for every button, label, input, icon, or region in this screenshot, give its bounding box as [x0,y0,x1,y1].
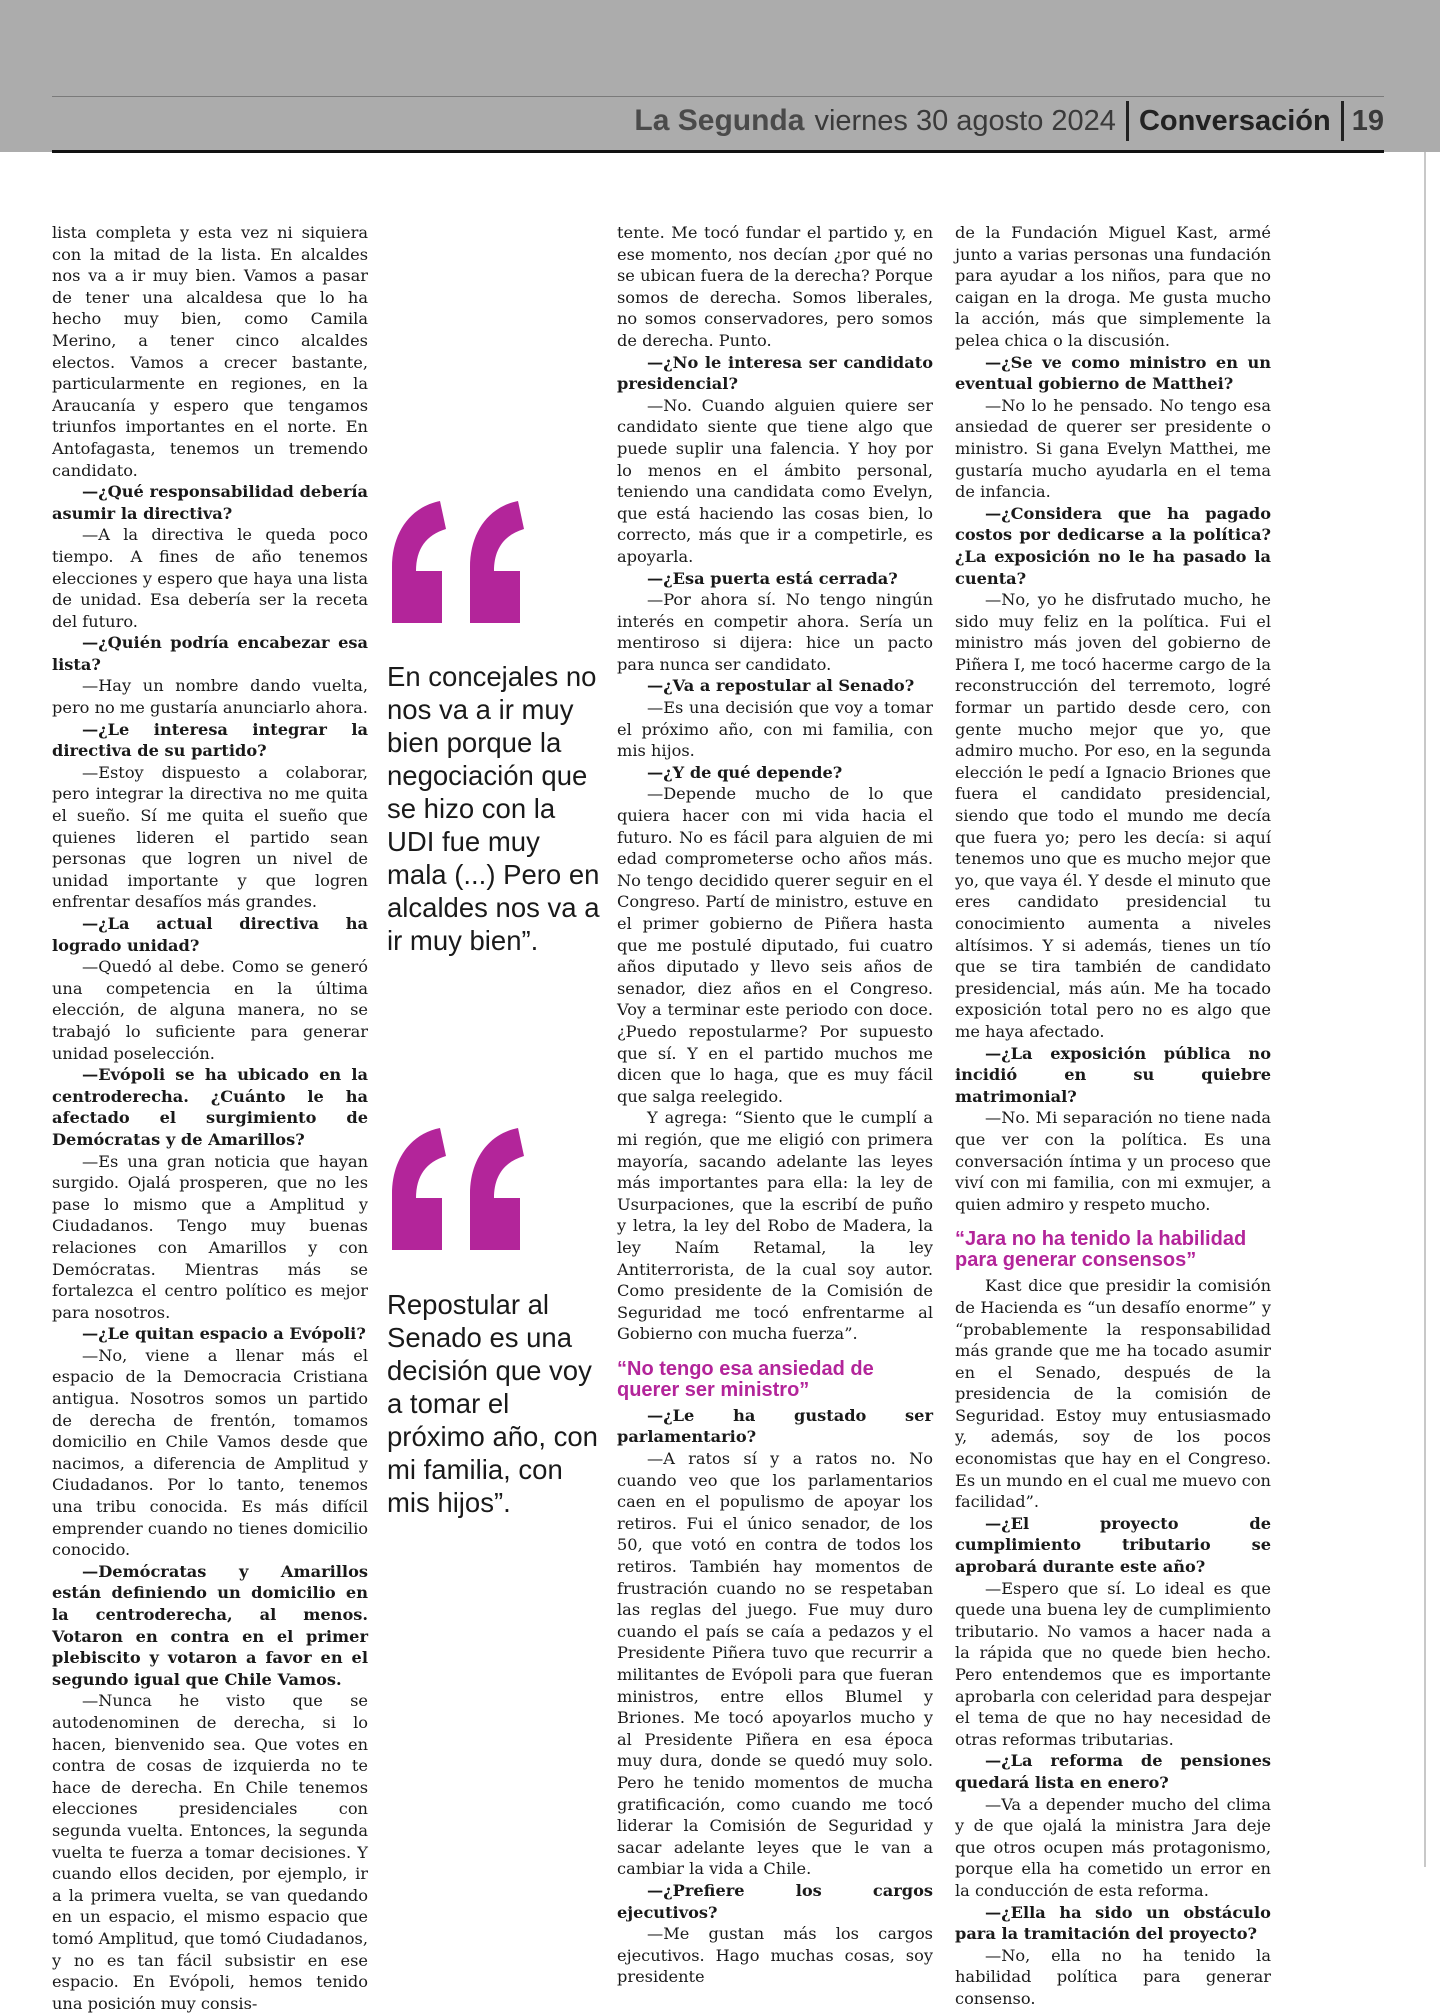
interview-answer: Kast dice que presidir la comisión de Hacienda es “un desafío enorme” y “probablemente la responsabilidad más grande que me ha tocado asumir en el Senado, después de la presidencia de la comisión de Seguridad. Estoy muy entusiasmado y, además, soy de los pocos economistas que hay en el Congreso. Es un mundo en el cual me muevo con facilidad”. [955,1276,1271,1512]
interview-question: —¿Quién podría encabezar esa lista? [52,633,368,674]
interview-question: —¿Considera que ha pagado costos por dedicarse a la política? ¿La exposición no le ha pasado la cuenta? [955,503,1271,588]
interview-question: —Demócratas y Amarillos están definiendo un domicilio en la centroderecha, al menos. Votaron en contra en el primer plebiscito y votaron a favor en el segundo igual que Chile Vamos. [52,1561,368,1689]
interview-question: —¿Esa puerta está cerrada? [647,568,898,588]
interview-answer: —Hay un nombre dando vuelta, pero no me gustaría anunciarlo ahora. [52,676,368,718]
subheading: “No tengo esa ansiedad de querer ser ministro” [617,1357,874,1401]
interview-answer: —No lo he pensado. No tengo esa ansiedad de querer ser presidente o ministro. Si gana Evelyn Matthei, me gustaría mucho ayudarla en el tema de infancia. [955,395,1271,502]
interview-answer: —A ratos sí y a ratos no. No cuando veo que los parlamentarios caen en el populismo de apoyar los retiros. Fui el único senador, de los 50, que votó en contra de todos los retiros. También hay momentos de frustración cuando no se respetaban las reglas del juego. Fue muy duro cuando el país se caía a pedazos y el Presidente Piñera tuvo que recurrir a militantes de Evópoli para que fueran ministros, entre ellos Blumel y Briones. Me tocó apoyarlos mucho y al Presidente Piñera en esa época muy dura, donde se quedó muy solo. Pero he tenido momentos de mucha gratificación, como cuando me tocó liderar la Comisión de Seguridad y sacar adelante leyes que le van a cambiar la vida a Chile. [617,1449,933,1879]
interview-question: —¿Va a repostular al Senado? [647,676,915,696]
interview-answer: —A la directiva le queda poco tiempo. A fines de año tenemos elecciones y espero que haya una lista de unidad. Esa debería ser la receta del futuro. [52,525,368,631]
subheading: “Jara no ha tenido la habilidad para generar consensos” [955,1228,1247,1272]
interview-question: —¿Ella ha sido un obstáculo para la tramitación del proyecto? [955,1902,1271,1944]
interview-answer: —No. Cuando alguien quiere ser candidato siente que tiene algo que puede suplir una falencia. Y hoy por lo menos en el ámbito personal, teniendo una candidata como Evelyn, que está haciendo las cosas bien, lo correcto, más que ir a competirle, es apoyarla. [617,395,933,566]
interview-answer: —Me gustan más los cargos ejecutivos. Hago muchas cosas, soy presidente [617,1924,933,1987]
interview-answer: —Depende mucho de lo que quiera hacer con mi vida hacia el futuro. No es fácil para alguien de mi edad comprometerse ocho años más. No tengo decidido querer seguir en el Congreso. Partí de ministro, estuve en el primer gobierno de Piñera hasta que me postulé diputado, fui cuatro años diputado y llevo seis años de senador, diez años en el Congreso. Voy a terminar este periodo con doce. ¿Puedo repostularme? Por supuesto que sí. Y en el partido muchos me dicen que lo haga, que es muy fácil que salga reelegido. [617,784,933,1106]
interview-question: —¿Prefiere los cargos ejecutivos? [617,1880,933,1922]
interview-question: —¿La reforma de pensiones quedará lista en enero? [955,1751,1271,1792]
interview-answer: —Es una decisión que voy a tomar el próximo año, con mi familia, con mis hijos. [617,698,933,761]
pull-quote-2: Repostular al Senado es una decisión que voy a tomar el próximo año, con mi familia, con mis hijos”. [387,1289,598,1518]
pull-quote-1: En concejales no nos va a ir muy bien porque la negociación que se hizo con la UDI fue muy mala (...) Pero en alcaldes nos va a ir muy bien”. [387,661,600,956]
interview-answer: —Nunca he visto que se autodenominen de derecha, si lo hacen, bienvenido sea. Que votes en contra de cosas de izquierda no te hace de derecha. En Chile tenemos elecciones presidenciales con segunda vuelta. Entonces, la segunda vuelta te fuerza a tomar decisiones. Y cuando ellos deciden, por ejemplo, ir a la primera vuelta, se van quedando en un espacio, el mismo espacio que tomó Amplitud, que tomó Ciudadanos, y no es tan fácil subsistir en ese espacio. En Evópoli, hemos tenido una posición muy consis- [52,1691,368,2013]
issue-date: viernes 30 agosto 2024 [814,101,1129,141]
newspaper-name: La Segunda [634,104,805,137]
header-top-rule [52,96,1384,97]
page-number: 19 [1351,105,1384,137]
interview-answer: —No, viene a llenar más el espacio de la Democracia Cristiana antigua. Nosotros somos un partido de derecha de frentón, tomamos domicilio en Chile Vamos desde que nacimos, a diferencia de Amplitud y Ciudadanos. Por lo tanto, tenemos una tribu conocida. Es más difícil emprender cuando no tienes domicilio conocido. [52,1345,368,1560]
continued-paragraph: de la Fundación Miguel Kast, armé junto a varias personas una fundación para ayudar a los niños, para que no caigan en la droga. Me gusta mucho la acción, más que simplemente la pelea chica o la discusión. [955,223,1271,350]
page-edge [1424,152,1426,1867]
masthead [634,98,1384,144]
interview-question: —Evópoli se ha ubicado en la centroderecha. ¿Cuánto le ha afectado el surgimiento de Demócratas y de Amarillos? [52,1065,368,1149]
interview-answer: —Va a depender mucho del clima y de que ojalá la ministra Jara deje que otros ocupen más protagonismo, porque ella ha cometido un error en la conducción de esta reforma. [955,1794,1271,1900]
header-bar [0,0,1440,152]
interview-answer: Y agrega: “Siento que le cumplí a mi región, que me eligió con primera mayoría, sacando adelante las leyes más importantes para ella: la ley de Usurpaciones, que la escribí de puño y letra, la ley del Robo de Madera, la ley Naím Retamal, la ley Antiterrorista, de la cual soy autor. Como presidente de la Comisión de Seguridad me tocó enfrentarme al Gobierno con mucha fuerza”. [617,1108,933,1344]
interview-question: —¿Se ve como ministro en un eventual gobierno de Matthei? [955,352,1271,394]
interview-question: —¿No le interesa ser candidato presidencial? [617,352,933,394]
interview-question: —¿La exposición pública no incidió en su quiebre matrimonial? [955,1043,1271,1106]
interview-answer: —No. Mi separación no tiene nada que ver con la política. Es una conversación íntima y un proceso que viví con mi familia, con mi exmujer, a quien admiro y respeto mucho. [955,1108,1271,1214]
article-column-3 [955,222,1271,2010]
interview-question: —¿Le ha gustado ser parlamentario? [617,1405,933,1447]
opening-quote-mark-icon [388,1124,528,1254]
interview-answer: —Por ahora sí. No tengo ningún interés en competir ahora. Sería un mentiroso si dijera: hice un pacto para nunca ser candidato. [617,590,933,674]
opening-quote-mark-icon [388,497,528,627]
article-column-2 [617,222,933,1988]
interview-question: —¿Le interesa integrar la directiva de su partido? [52,719,368,761]
interview-answer: —Quedó al debe. Como se generó una competencia en la última elección, de alguna manera, no se trabajó lo suficiente para generar unidad poselección. [52,957,368,1063]
section-name: Conversación [1129,101,1344,141]
interview-question: —¿Le quitan espacio a Evópoli? [82,1324,366,1344]
interview-question: —¿La actual directiva ha logrado unidad? [52,914,368,955]
interview-answer: —No, yo he disfrutado mucho, he sido muy feliz en la política. Fui el ministro más joven del gobierno de Piñera I, me tocó hacerme cargo de la reconstrucción del terremoto, logré formar un partido desde cero, con gente mucho mejor que yo, que admiro mucho. Por eso, en la segunda elección le pedí a Ignacio Briones que fuera el candidato presidencial, siendo que todo el mundo me decía que fuera yo; pero les decía: si aquí tenemos uno que es mucho mejor que yo, que vaya él. Y desde el minuto que eres candidato presidencial tu conocimiento aumenta a niveles altísimos. Y si además, tienes un tío que se tira también de candidato presidencial, más aún. Me ha tocado exposición total pero no es algo que me haya afectado. [955,590,1271,1041]
continued-paragraph: lista completa y esta vez ni siquiera con la mitad de la lista. En alcaldes nos va a ir muy bien. Vamos a pasar de tener una alcaldesa que lo ha hecho muy bien, como Camila Merino, a tener cinco alcaldes electos. Vamos a crecer bastante, particularmente en regiones, en la Araucanía y espero que tengamos triunfos importantes en el norte. En Antofagasta, tenemos un tremendo candidato. [52,223,368,480]
interview-answer: —Es una gran noticia que hayan surgido. Ojalá prosperen, que no les pase lo mismo que a Amplitud y Ciudadanos. Tengo muy buenas relaciones con Amarillos y con Demócratas. Mientras más se fortalezca el centro político es mejor para nosotros. [52,1151,368,1322]
interview-question: —¿El proyecto de cumplimiento tributario se aprobará durante este año? [955,1513,1271,1577]
interview-question: —¿Y de qué depende? [647,762,843,782]
interview-answer: —Espero que sí. Lo ideal es que quede una buena ley de cumplimiento tributario. No vamos a hacer nada a la rápida que no quede bien hecho. Pero entendemos que es importante aprobarla con celeridad para despejar el tema de que no hay necesidad de otras reformas tributarias. [955,1578,1271,1749]
interview-answer: —Estoy dispuesto a colaborar, pero integrar la directiva no me quita el sueño. Sí me quita el sueño que quienes lideren el partido sean personas que logren un nivel de unidad importante y que logren enfrentar desafíos más grandes. [52,762,368,912]
header-bottom-rule [52,150,1384,153]
continued-paragraph: tente. Me tocó fundar el partido y, en ese momento, nos decían ¿por qué no se ubican fuera de la derecha? Porque somos de derecha. Somos liberales, no somos conservadores, pero somos de derecha. Punto. [617,223,933,350]
article-column-1 [52,222,368,2014]
interview-question: —¿Qué responsabilidad debería asumir la directiva? [52,482,368,523]
interview-answer: —No, ella no ha tenido la habilidad política para generar consenso. [955,1945,1271,2008]
